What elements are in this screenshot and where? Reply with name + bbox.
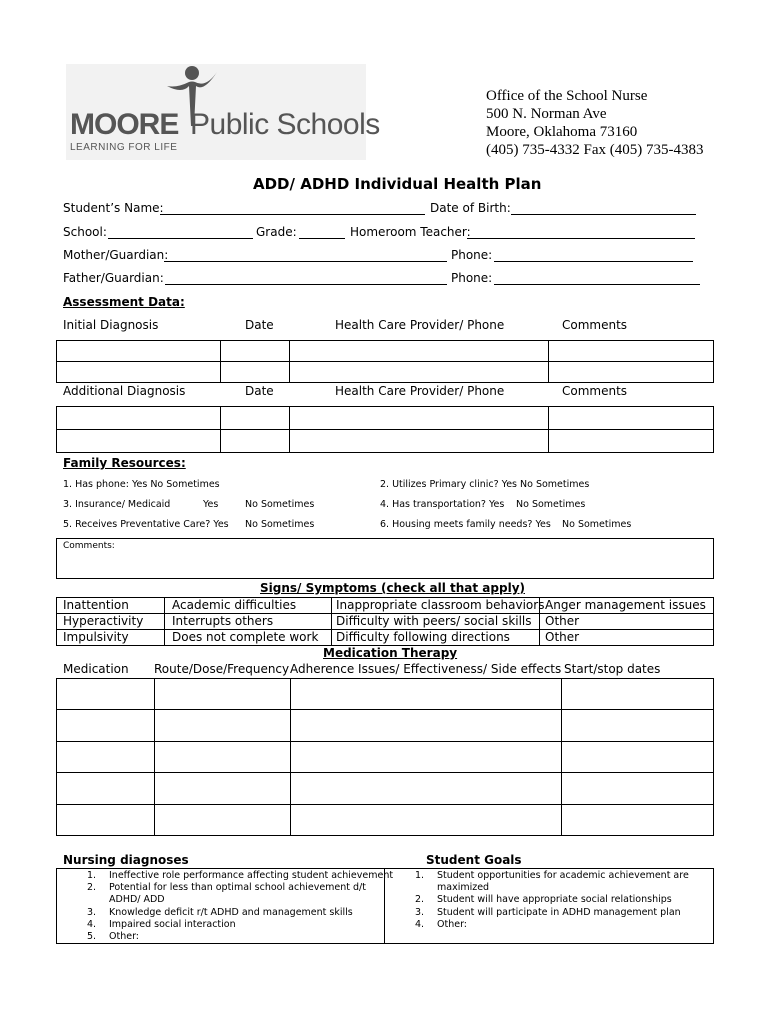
homeroom-label: Homeroom Teacher: (350, 225, 471, 239)
sign-directions[interactable]: Difficulty following directions (336, 630, 510, 644)
mother-label: Mother/Guardian: (63, 248, 169, 262)
mother-phone-label: Phone: (451, 248, 493, 262)
initial-comments-header: Comments (562, 318, 628, 332)
sign-classroom[interactable]: Inappropriate classroom behaviors (336, 598, 545, 612)
medication-heading: Medication Therapy (323, 646, 458, 660)
nursing-item-4: Impaired social interaction (109, 919, 236, 930)
father-phone-label: Phone: (451, 271, 493, 285)
grade-field[interactable] (299, 238, 345, 239)
dob-label: Date of Birth: (430, 201, 511, 215)
adherence-col-header: Adherence Issues/ Effectiveness/ Side effects (290, 662, 562, 676)
sign-academic[interactable]: Academic difficulties (172, 598, 297, 612)
sign-interrupts[interactable]: Interrupts others (172, 614, 274, 628)
nursing-num-5: 5. (87, 931, 97, 942)
additional-provider-header: Health Care Provider/ Phone (335, 384, 505, 398)
route-col-header: Route/Dose/Frequency (154, 662, 290, 676)
nursing-heading: Nursing diagnoses (63, 853, 189, 867)
father-field[interactable] (165, 284, 447, 285)
homeroom-field[interactable] (467, 238, 695, 239)
father-phone-field[interactable] (494, 284, 700, 285)
nursing-item-5: Other: (109, 931, 140, 942)
sign-incomplete-work[interactable]: Does not complete work (172, 630, 319, 644)
family-item-3: 3. Insurance/ Medicaid (63, 499, 171, 510)
dob-field[interactable] (511, 214, 696, 215)
family-item-5: 5. Receives Preventative Care? Yes (63, 519, 229, 530)
goal-num-1: 1. (415, 870, 425, 881)
mother-phone-field[interactable] (494, 261, 693, 262)
nursing-item-3: Knowledge deficit r/t ADHD and management skills (109, 907, 353, 918)
nursing-num-3: 3. (87, 907, 97, 918)
goal-num-3: 3. (415, 907, 425, 918)
page-title: ADD/ ADHD Individual Health Plan (253, 175, 542, 193)
student-name-field[interactable] (160, 214, 425, 215)
family-item-2: 2. Utilizes Primary clinic? Yes No Sometimes (380, 479, 590, 490)
signs-heading: Signs/ Symptoms (check all that apply) (260, 581, 525, 595)
nursing-item-1: Ineffective role performance affecting student achievement (109, 870, 394, 881)
father-label: Father/Guardian: (63, 271, 164, 285)
sign-hyperactivity[interactable]: Hyperactivity (63, 614, 144, 628)
grade-label: Grade: (256, 225, 297, 239)
school-field[interactable] (108, 238, 253, 239)
assessment-heading: Assessment Data: (63, 295, 185, 309)
goal-num-4: 4. (415, 919, 425, 930)
logo-brand: MOORE (70, 108, 179, 141)
office-line-4: (405) 735-4332 Fax (405) 735-4383 (486, 142, 704, 158)
student-name-label: Student’s Name: (63, 201, 164, 215)
medication-col-header: Medication (63, 662, 129, 676)
additional-diagnosis-header: Additional Diagnosis (63, 384, 186, 398)
sign-anger[interactable]: Anger management issues (545, 598, 706, 612)
family-item-4-rest: No Sometimes (516, 499, 586, 510)
family-item-5-rest: No Sometimes (245, 519, 315, 530)
sign-inattention[interactable]: Inattention (63, 598, 129, 612)
family-item-6-rest: No Sometimes (562, 519, 632, 530)
logo-name: Public Schools (190, 108, 380, 141)
nursing-item-2b: ADHD/ ADD (109, 894, 165, 905)
goal-item-4: Other: (437, 919, 468, 930)
logo-tagline: LEARNING FOR LIFE (70, 142, 178, 153)
family-comments-label: Comments: (63, 541, 115, 551)
office-line-1: Office of the School Nurse (486, 88, 648, 104)
family-item-3-yes: Yes (203, 499, 219, 510)
additional-date-header: Date (245, 384, 274, 398)
goal-item-3: Student will participate in ADHD management plan (437, 907, 681, 918)
office-line-3: Moore, Oklahoma 73160 (486, 124, 638, 140)
family-item-4: 4. Has transportation? Yes (380, 499, 505, 510)
initial-diagnosis-header: Initial Diagnosis (63, 318, 159, 332)
additional-comments-header: Comments (562, 384, 628, 398)
initial-provider-header: Health Care Provider/ Phone (335, 318, 505, 332)
family-item-1: 1. Has phone: Yes No Sometimes (63, 479, 220, 490)
family-item-6: 6. Housing meets family needs? Yes (380, 519, 551, 530)
school-logo (66, 64, 380, 160)
nursing-item-2: Potential for less than optimal school achievement d/t (109, 882, 366, 893)
nursing-num-2: 2. (87, 882, 97, 893)
sign-impulsivity[interactable]: Impulsivity (63, 630, 129, 644)
nursing-num-1: 1. (87, 870, 97, 881)
goal-num-2: 2. (415, 894, 425, 905)
family-heading: Family Resources: (63, 456, 186, 470)
office-line-2: 500 N. Norman Ave (486, 106, 607, 122)
goal-item-1: Student opportunities for academic achievement are (437, 870, 689, 881)
family-comments-box[interactable] (56, 538, 714, 579)
sign-other-2[interactable]: Other (545, 630, 580, 644)
family-item-3-rest: No Sometimes (245, 499, 315, 510)
nursing-num-4: 4. (87, 919, 97, 930)
goals-heading: Student Goals (426, 853, 522, 867)
sign-peers[interactable]: Difficulty with peers/ social skills (336, 614, 532, 628)
goal-item-1b: maximized (437, 882, 490, 893)
goal-item-2: Student will have appropriate social relationships (437, 894, 672, 905)
dates-col-header: Start/stop dates (564, 662, 661, 676)
mother-field[interactable] (164, 261, 447, 262)
school-label: School: (63, 225, 107, 239)
initial-date-header: Date (245, 318, 274, 332)
sign-other-1[interactable]: Other (545, 614, 580, 628)
